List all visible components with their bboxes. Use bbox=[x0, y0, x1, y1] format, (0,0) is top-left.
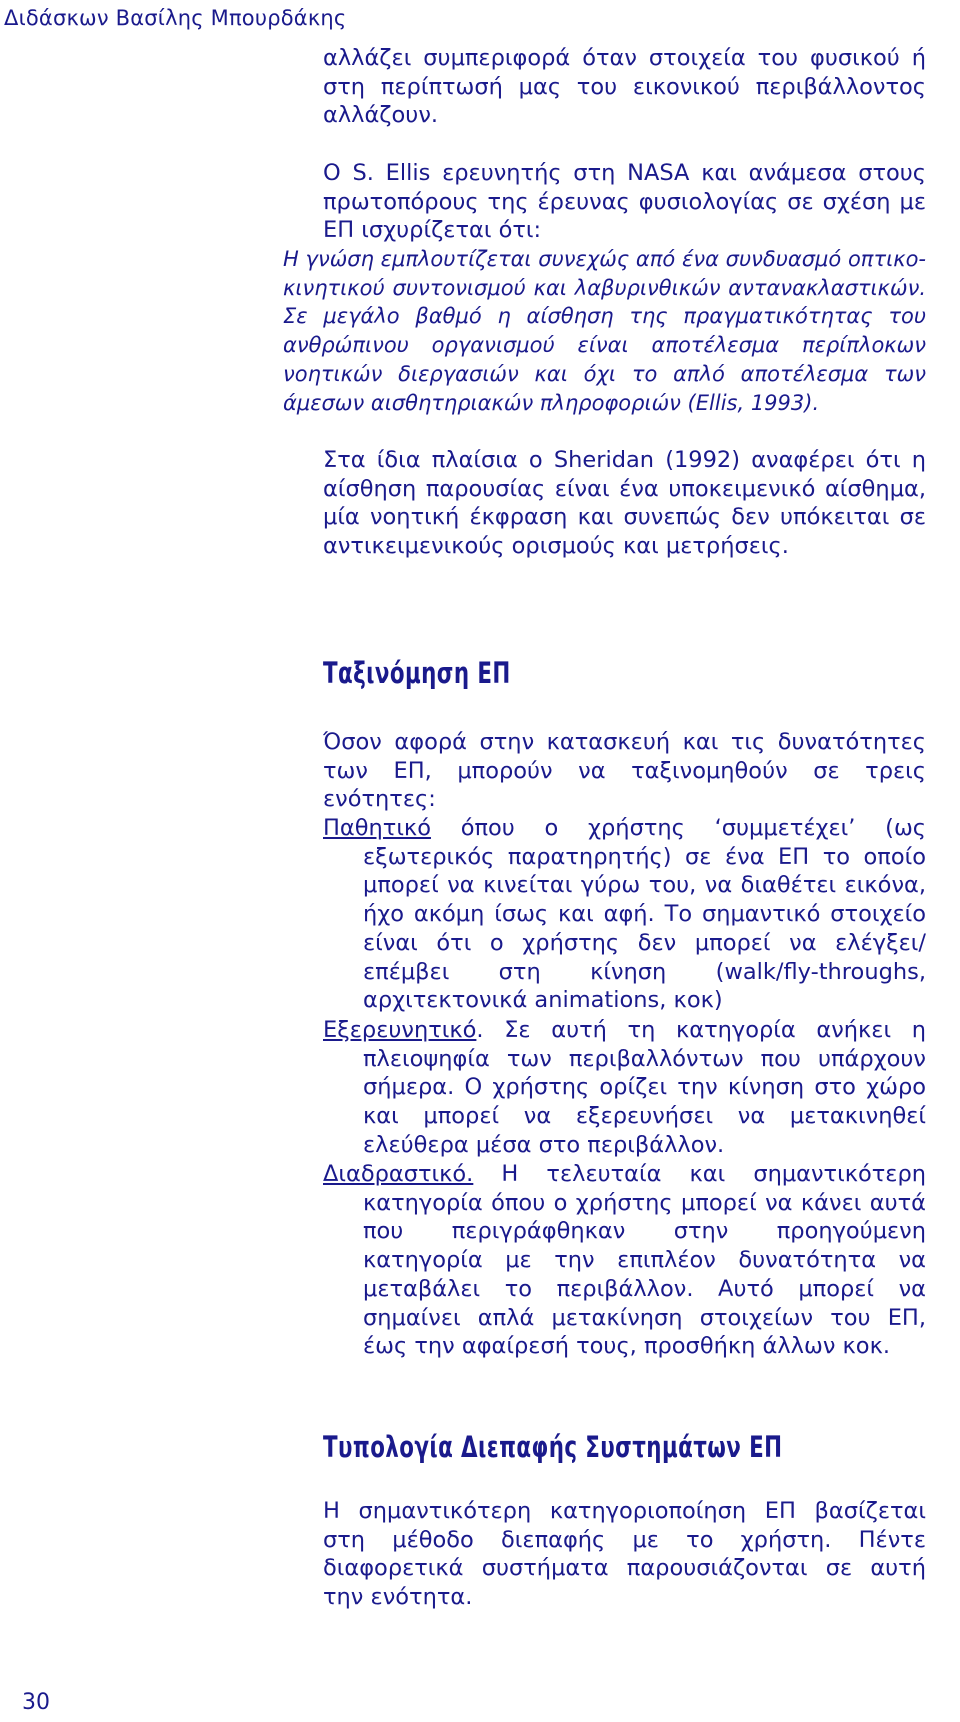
typology-text: Η σημαντικότερη κατηγοριοποίηση ΕΠ βασίζεται στη μέθοδο διεπαφής με το χρήστη. Πέντε διαφορετικά συστήματα παρουσιάζονται σε αυτή την ενότητα. bbox=[323, 1498, 926, 1610]
term-exploratory: Εξερευνητικό bbox=[323, 1017, 477, 1043]
taxonomy-intro bbox=[323, 728, 926, 814]
taxonomy-item-exploratory bbox=[323, 1016, 926, 1160]
definition-passive: όπου ο χρήστης ‘συμμετέχει’ (ως εξωτερικός παρατηρητής) σε ένα ΕΠ το οποίο μπορεί να κινείται γύρω του, να διαθέτει εικόνα, ήχο ακόμη ίσως και αφή. Το σημαντικό στοιχείο είναι ότι ο χρήστης δεν μπορεί να ελέγξει/ επέμβει στη κίνηση (walk/fly-throughs, αρχιτεκτονικά animations, κοκ) bbox=[363, 815, 926, 1014]
ellis-quote-text: Η γνώση εμπλουτίζεται συνεχώς από ένα συνδυασμό οπτικο-κινητικού συντονισμού και λαβυρινθικών αντανακλαστικών. Σε μεγάλο βαθμό η αίσθηση της πραγματικότητας του ανθρώπινου οργανισμού είναι αποτέλεσμα περίπλοκων νοητικών διεργασιών και όχι το απλό αποτέλεσμα των άμεσων αισθητηριακών πληροφοριών (Ellis, 1993). bbox=[283, 247, 926, 415]
definition-interactive: Η τελευταία και σημαντικότερη κατηγορία όπου ο χρήστης μπορεί να κάνει αυτά που περιγράφθηκαν στην προηγούμενη κατηγορία με την επιπλέον δυνατότητα να μεταβάλει το περιβάλλον. Αυτό μπορεί να σημαίνει απλά μετακίνηση στοιχείων του ΕΠ, έως την αφαίρεσή τους, προσθήκη άλλων κοκ. bbox=[363, 1161, 926, 1360]
ellis-paragraph bbox=[323, 159, 926, 245]
intro-paragraph bbox=[323, 44, 926, 130]
sheridan-text: Στα ίδια πλαίσια ο Sheridan (1992) αναφέρει ότι η αίσθηση παρουσίας είναι ένα υποκειμενικό αίσθημα, μία νοητική έκφραση και συνεπώς δεν υπόκειται σε αντικειμενικούς ορισμούς και μετρήσεις. bbox=[323, 447, 926, 559]
term-passive: Παθητικό bbox=[323, 815, 431, 841]
intro-text: αλλάζει συμπεριφορά όταν στοιχεία του φυσικού ή στη περίπτωσή μας του εικονικού περιβάλλοντος αλλάζουν. bbox=[323, 45, 926, 129]
page-header: Διδάσκων Βασίλης Μπουρδάκης bbox=[4, 6, 347, 30]
taxonomy-heading: Ταξινόμηση ΕΠ bbox=[323, 656, 511, 690]
definition-exploratory: . Σε αυτή τη κατηγορία ανήκει η πλειοψηφία των περιβαλλόντων που υπάρχουν σήμερα. Ο χρήστης ορίζει την κίνηση στο χώρο και μπορεί να εξερευνήσει να μετακινηθεί ελεύθερα μέσα στο περιβάλλον. bbox=[363, 1017, 926, 1158]
taxonomy-item-interactive bbox=[323, 1160, 926, 1361]
ellis-text: O S. Ellis ερευνητής στη NASA και ανάμεσα στους πρωτοπόρους της έρευνας φυσιολογίας σε σχέση με ΕΠ ισχυρίζεται ότι: bbox=[323, 160, 926, 244]
taxonomy-item-passive bbox=[323, 814, 926, 1015]
page-number: 30 bbox=[22, 1690, 50, 1715]
ellis-quote bbox=[283, 245, 926, 417]
typology-heading: Τυπολογία Διεπαφής Συστημάτων ΕΠ bbox=[323, 1430, 783, 1464]
term-interactive: Διαδραστικό. bbox=[323, 1161, 474, 1187]
typology-paragraph bbox=[323, 1497, 926, 1611]
taxonomy-intro-text: Όσον αφορά στην κατασκευή και τις δυνατότητες των ΕΠ, μπορούν να ταξινομηθούν σε τρεις ενότητες: bbox=[323, 729, 926, 813]
sheridan-paragraph bbox=[323, 446, 926, 560]
